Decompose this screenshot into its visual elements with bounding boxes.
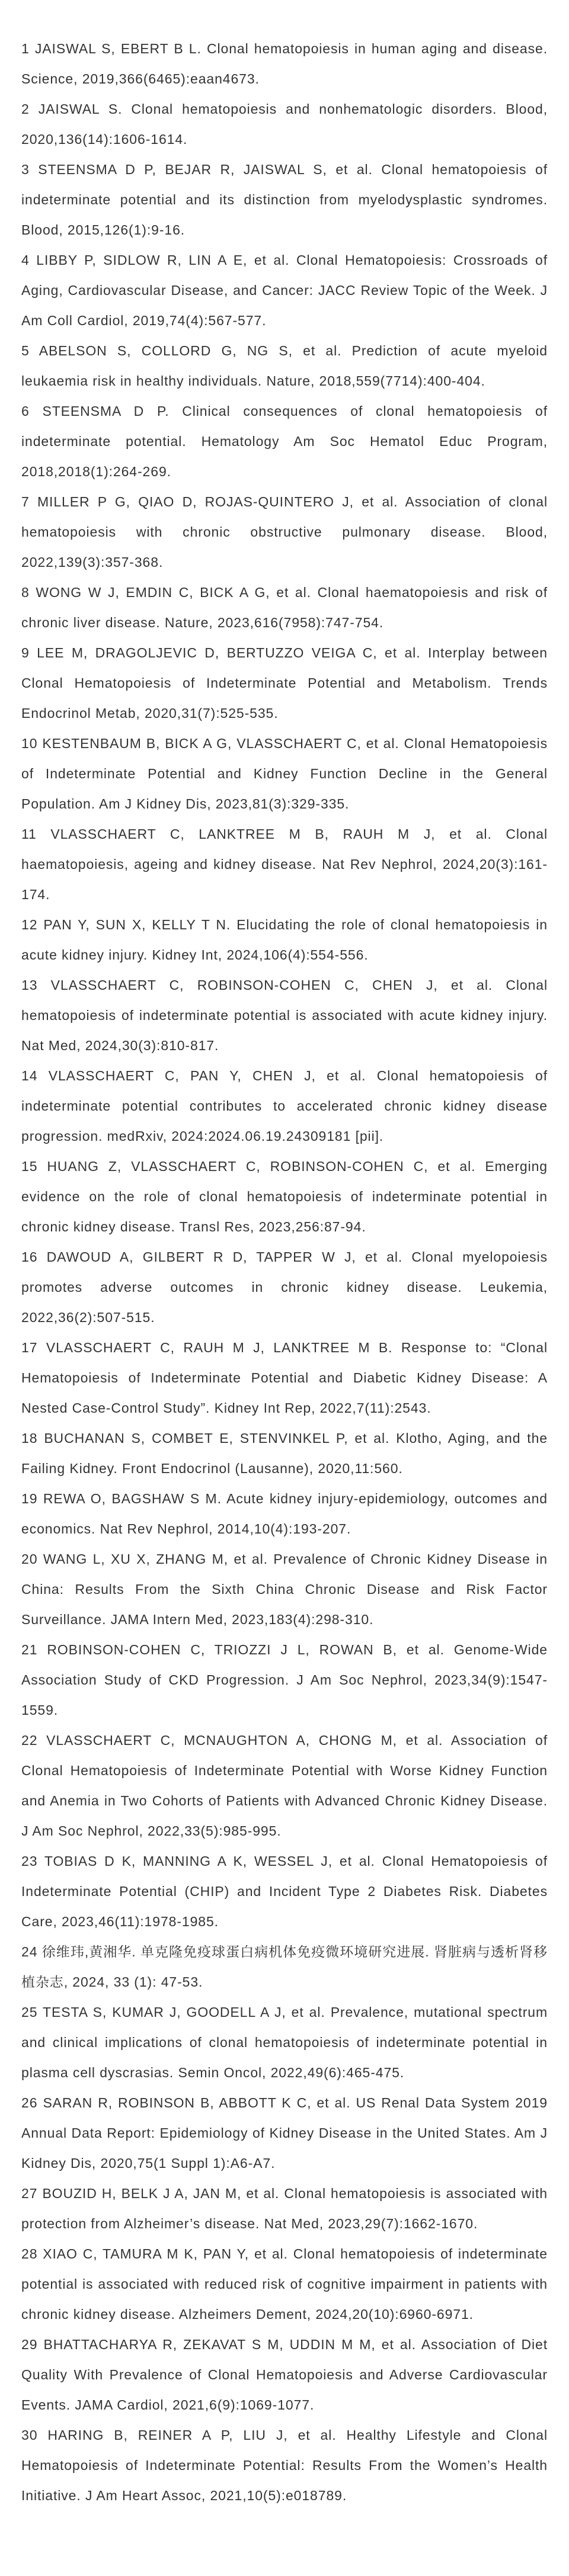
reference-item: [21, 1242, 548, 1333]
reference-number: 27: [21, 2186, 38, 2201]
reference-text: WONG W J, EMDIN C, BICK A G, et al. Clonal haematopoiesis and risk of chronic liver disease. Nature, 2023,616(7958):747-754.: [21, 585, 548, 630]
reference-text: KESTENBAUM B, BICK A G, VLASSCHAERT C, et al. Clonal Hematopoiesis of Indeterminate Potential and Kidney Function Decline in the General Population. Am J Kidney Dis, 2023,81(3):329-335.: [21, 736, 548, 811]
reference-item: [21, 1725, 548, 1846]
reference-item: [21, 970, 548, 1061]
reference-number: 28: [21, 2246, 38, 2261]
reference-number: 5: [21, 343, 30, 358]
reference-number: 29: [21, 2337, 38, 2352]
reference-number: 20: [21, 1551, 38, 1567]
reference-number: 19: [21, 1491, 38, 1506]
reference-number: 12: [21, 917, 38, 932]
reference-text: JAISWAL S, EBERT B L. Clonal hematopoiesis in human aging and disease. Science, 2019,366(6465):eaan4673.: [21, 41, 548, 86]
reference-number: 10: [21, 736, 38, 751]
reference-number: 11: [21, 826, 37, 842]
reference-text: BHATTACHARYA R, ZEKAVAT S M, UDDIN M M, et al. Association of Diet Quality With Prevalence of Clonal Hematopoiesis and Adverse Cardiovascular Events. JAMA Cardiol, 2021,6(9):1069-1077.: [21, 2337, 548, 2413]
reference-text: BUCHANAN S, COMBET E, STENVINKEL P, et al. Klotho, Aging, and the Failing Kidney. Front Endocrinol (Lausanne), 2020,11:560.: [21, 1430, 548, 1476]
reference-item: [21, 910, 548, 970]
reference-text: VLASSCHAERT C, RAUH M J, LANKTREE M B. Response to: “Clonal Hematopoiesis of Indeterminate Potential and Diabetic Kidney Disease: A Nested Case-Control Study”. Kidney Int Rep, 2022,7(11):2543.: [21, 1340, 548, 1416]
reference-text: LIBBY P, SIDLOW R, LIN A E, et al. Clonal Hematopoiesis: Crossroads of Aging, Cardiovascular Disease, and Cancer: JACC Review Topic of the Week. J Am Coll Cardiol, 2019,74(4):567-577.: [21, 252, 548, 328]
reference-text: VLASSCHAERT C, MCNAUGHTON A, CHONG M, et al. Association of Clonal Hematopoiesis of Indeterminate Potential with Worse Kidney Function and Anemia in Two Cohorts of Patients with Advanced Chronic Kidney Disease. J Am Soc Nephrol, 2022,33(5):985-995.: [21, 1733, 548, 1839]
reference-item: [21, 34, 548, 94]
reference-text: XIAO C, TAMURA M K, PAN Y, et al. Clonal hematopoiesis of indeterminate potential is associated with reduced risk of cognitive impairment in patients with chronic kidney disease. Alzheimers Dement, 2024,20(10):6960-6971.: [21, 2246, 548, 2322]
reference-item: [21, 2088, 548, 2179]
reference-item: [21, 1151, 548, 1242]
reference-number: 8: [21, 585, 30, 600]
reference-item: [21, 1937, 548, 1997]
reference-item: [21, 819, 548, 910]
reference-number: 7: [21, 494, 30, 509]
reference-text: STEENSMA D P, BEJAR R, JAISWAL S, et al. Clonal hematopoiesis of indeterminate potential and its distinction from myelodysplastic syndromes. Blood, 2015,126(1):9-16.: [21, 162, 548, 238]
reference-number: 4: [21, 252, 30, 268]
reference-number: 6: [21, 403, 30, 419]
reference-item: [21, 336, 548, 396]
reference-text: HUANG Z, VLASSCHAERT C, ROBINSON-COHEN C, et al. Emerging evidence on the role of clonal hematopoiesis of indeterminate potential in chronic kidney disease. Transl Res, 2023,256:87-94.: [21, 1159, 548, 1234]
reference-text: SARAN R, ROBINSON B, ABBOTT K C, et al. US Renal Data System 2019 Annual Data Report: Epidemiology of Kidney Disease in the United States. Am J Kidney Dis, 2020,75(1 Suppl 1):A6-A7.: [21, 2095, 548, 2171]
reference-text: PAN Y, SUN X, KELLY T N. Elucidating the role of clonal hematopoiesis in acute kidney injury. Kidney Int, 2024,106(4):554-556.: [21, 917, 548, 963]
reference-list: [21, 34, 548, 2511]
reference-item: [21, 2239, 548, 2330]
reference-item: [21, 155, 548, 245]
reference-item: [21, 2179, 548, 2239]
reference-text: VLASSCHAERT C, PAN Y, CHEN J, et al. Clonal hematopoiesis of indeterminate potential contributes to accelerated chronic kidney disease progression. medRxiv, 2024:2024.06.19.24309181 [pii].: [21, 1068, 548, 1144]
reference-text: 徐维玮,黄湘华. 单克隆免疫球蛋白病机体免疫微环境研究进展. 肾脏病与透析肾移植杂志, 2024, 33 (1): 47-53.: [21, 1944, 548, 1990]
reference-number: 3: [21, 162, 30, 177]
reference-text: TOBIAS D K, MANNING A K, WESSEL J, et al. Clonal Hematopoiesis of Indeterminate Potential (CHIP) and Incident Type 2 Diabetes Risk. Diabetes Care, 2023,46(11):1978-1985.: [21, 1853, 548, 1929]
reference-text: WANG L, XU X, ZHANG M, et al. Prevalence of Chronic Kidney Disease in China: Results From the Sixth China Chronic Disease and Risk Factor Surveillance. JAMA Intern Med, 2023,183(4):298-310.: [21, 1551, 548, 1627]
reference-item: [21, 487, 548, 578]
reference-text: LEE M, DRAGOLJEVIC D, BERTUZZO VEIGA C, et al. Interplay between Clonal Hematopoiesis of Indeterminate Potential and Metabolism. Trends Endocrinol Metab, 2020,31(7):525-535.: [21, 645, 548, 721]
reference-item: [21, 1846, 548, 1937]
reference-text: JAISWAL S. Clonal hematopoiesis and nonhematologic disorders. Blood, 2020,136(14):1606-1614.: [21, 101, 548, 147]
reference-text: VLASSCHAERT C, LANKTREE M B, RAUH M J, et al. Clonal haematopoiesis, ageing and kidney disease. Nat Rev Nephrol, 2024,20(3):161-174.: [21, 826, 548, 902]
reference-number: 13: [21, 977, 38, 993]
reference-number: 26: [21, 2095, 38, 2110]
reference-text: DAWOUD A, GILBERT R D, TAPPER W J, et al. Clonal myelopoiesis promotes adverse outcomes in chronic kidney disease. Leukemia, 2022,36(2):507-515.: [21, 1249, 548, 1325]
reference-number: 2: [21, 101, 30, 117]
reference-item: [21, 245, 548, 336]
reference-number: 23: [21, 1853, 38, 1869]
reference-item: [21, 2420, 548, 2511]
reference-text: HARING B, REINER A P, LIU J, et al. Healthy Lifestyle and Clonal Hematopoiesis of Indeterminate Potential: Results From the Women’s Health Initiative. J Am Heart Assoc, 2021,10(5):e018789.: [21, 2427, 548, 2503]
reference-number: 25: [21, 2004, 38, 2020]
reference-number: 16: [21, 1249, 38, 1265]
reference-item: [21, 1635, 548, 1725]
reference-number: 1: [21, 41, 30, 56]
reference-item: [21, 94, 548, 155]
reference-text: TESTA S, KUMAR J, GOODELL A J, et al. Prevalence, mutational spectrum and clinical implications of clonal hematopoiesis of indeterminate potential in plasma cell dyscrasias. Semin Oncol, 2022,49(6):465-475.: [21, 2004, 548, 2080]
reference-number: 21: [21, 1642, 38, 1657]
reference-number: 30: [21, 2427, 38, 2443]
reference-item: [21, 1997, 548, 2088]
reference-text: VLASSCHAERT C, ROBINSON-COHEN C, CHEN J, et al. Clonal hematopoiesis of indeterminate potential is associated with acute kidney injury. Nat Med, 2024,30(3):810-817.: [21, 977, 548, 1053]
reference-text: MILLER P G, QIAO D, ROJAS-QUINTERO J, et al. Association of clonal hematopoiesis with chronic obstructive pulmonary disease. Blood, 2022,139(3):357-368.: [21, 494, 548, 570]
reference-text: ROBINSON-COHEN C, TRIOZZI J L, ROWAN B, et al. Genome-Wide Association Study of CKD Progression. J Am Soc Nephrol, 2023,34(9):1547-1559.: [21, 1642, 548, 1718]
reference-item: [21, 1423, 548, 1484]
reference-number: 17: [21, 1340, 38, 1355]
reference-text: ABELSON S, COLLORD G, NG S, et al. Prediction of acute myeloid leukaemia risk in healthy individuals. Nature, 2018,559(7714):400-404.: [21, 343, 548, 389]
reference-number: 18: [21, 1430, 38, 1446]
reference-item: [21, 1484, 548, 1544]
reference-number: 15: [21, 1159, 38, 1174]
reference-item: [21, 1333, 548, 1423]
reference-item: [21, 578, 548, 638]
reference-number: 22: [21, 1733, 38, 1748]
reference-number: 9: [21, 645, 30, 660]
reference-text: REWA O, BAGSHAW S M. Acute kidney injury-epidemiology, outcomes and economics. Nat Rev Nephrol, 2014,10(4):193-207.: [21, 1491, 548, 1536]
reference-item: [21, 638, 548, 729]
reference-text: BOUZID H, BELK J A, JAN M, et al. Clonal hematopoiesis is associated with protection from Alzheimer’s disease. Nat Med, 2023,29(7):1662-1670.: [21, 2186, 548, 2231]
reference-number: 24: [21, 1944, 38, 1959]
reference-number: 14: [21, 1068, 38, 1083]
reference-item: [21, 1061, 548, 1151]
reference-item: [21, 729, 548, 819]
reference-item: [21, 2330, 548, 2420]
reference-text: STEENSMA D P. Clinical consequences of clonal hematopoiesis of indeterminate potential. Hematology Am Soc Hematol Educ Program, 2018,2018(1):264-269.: [21, 403, 548, 479]
reference-item: [21, 1544, 548, 1635]
reference-item: [21, 396, 548, 487]
